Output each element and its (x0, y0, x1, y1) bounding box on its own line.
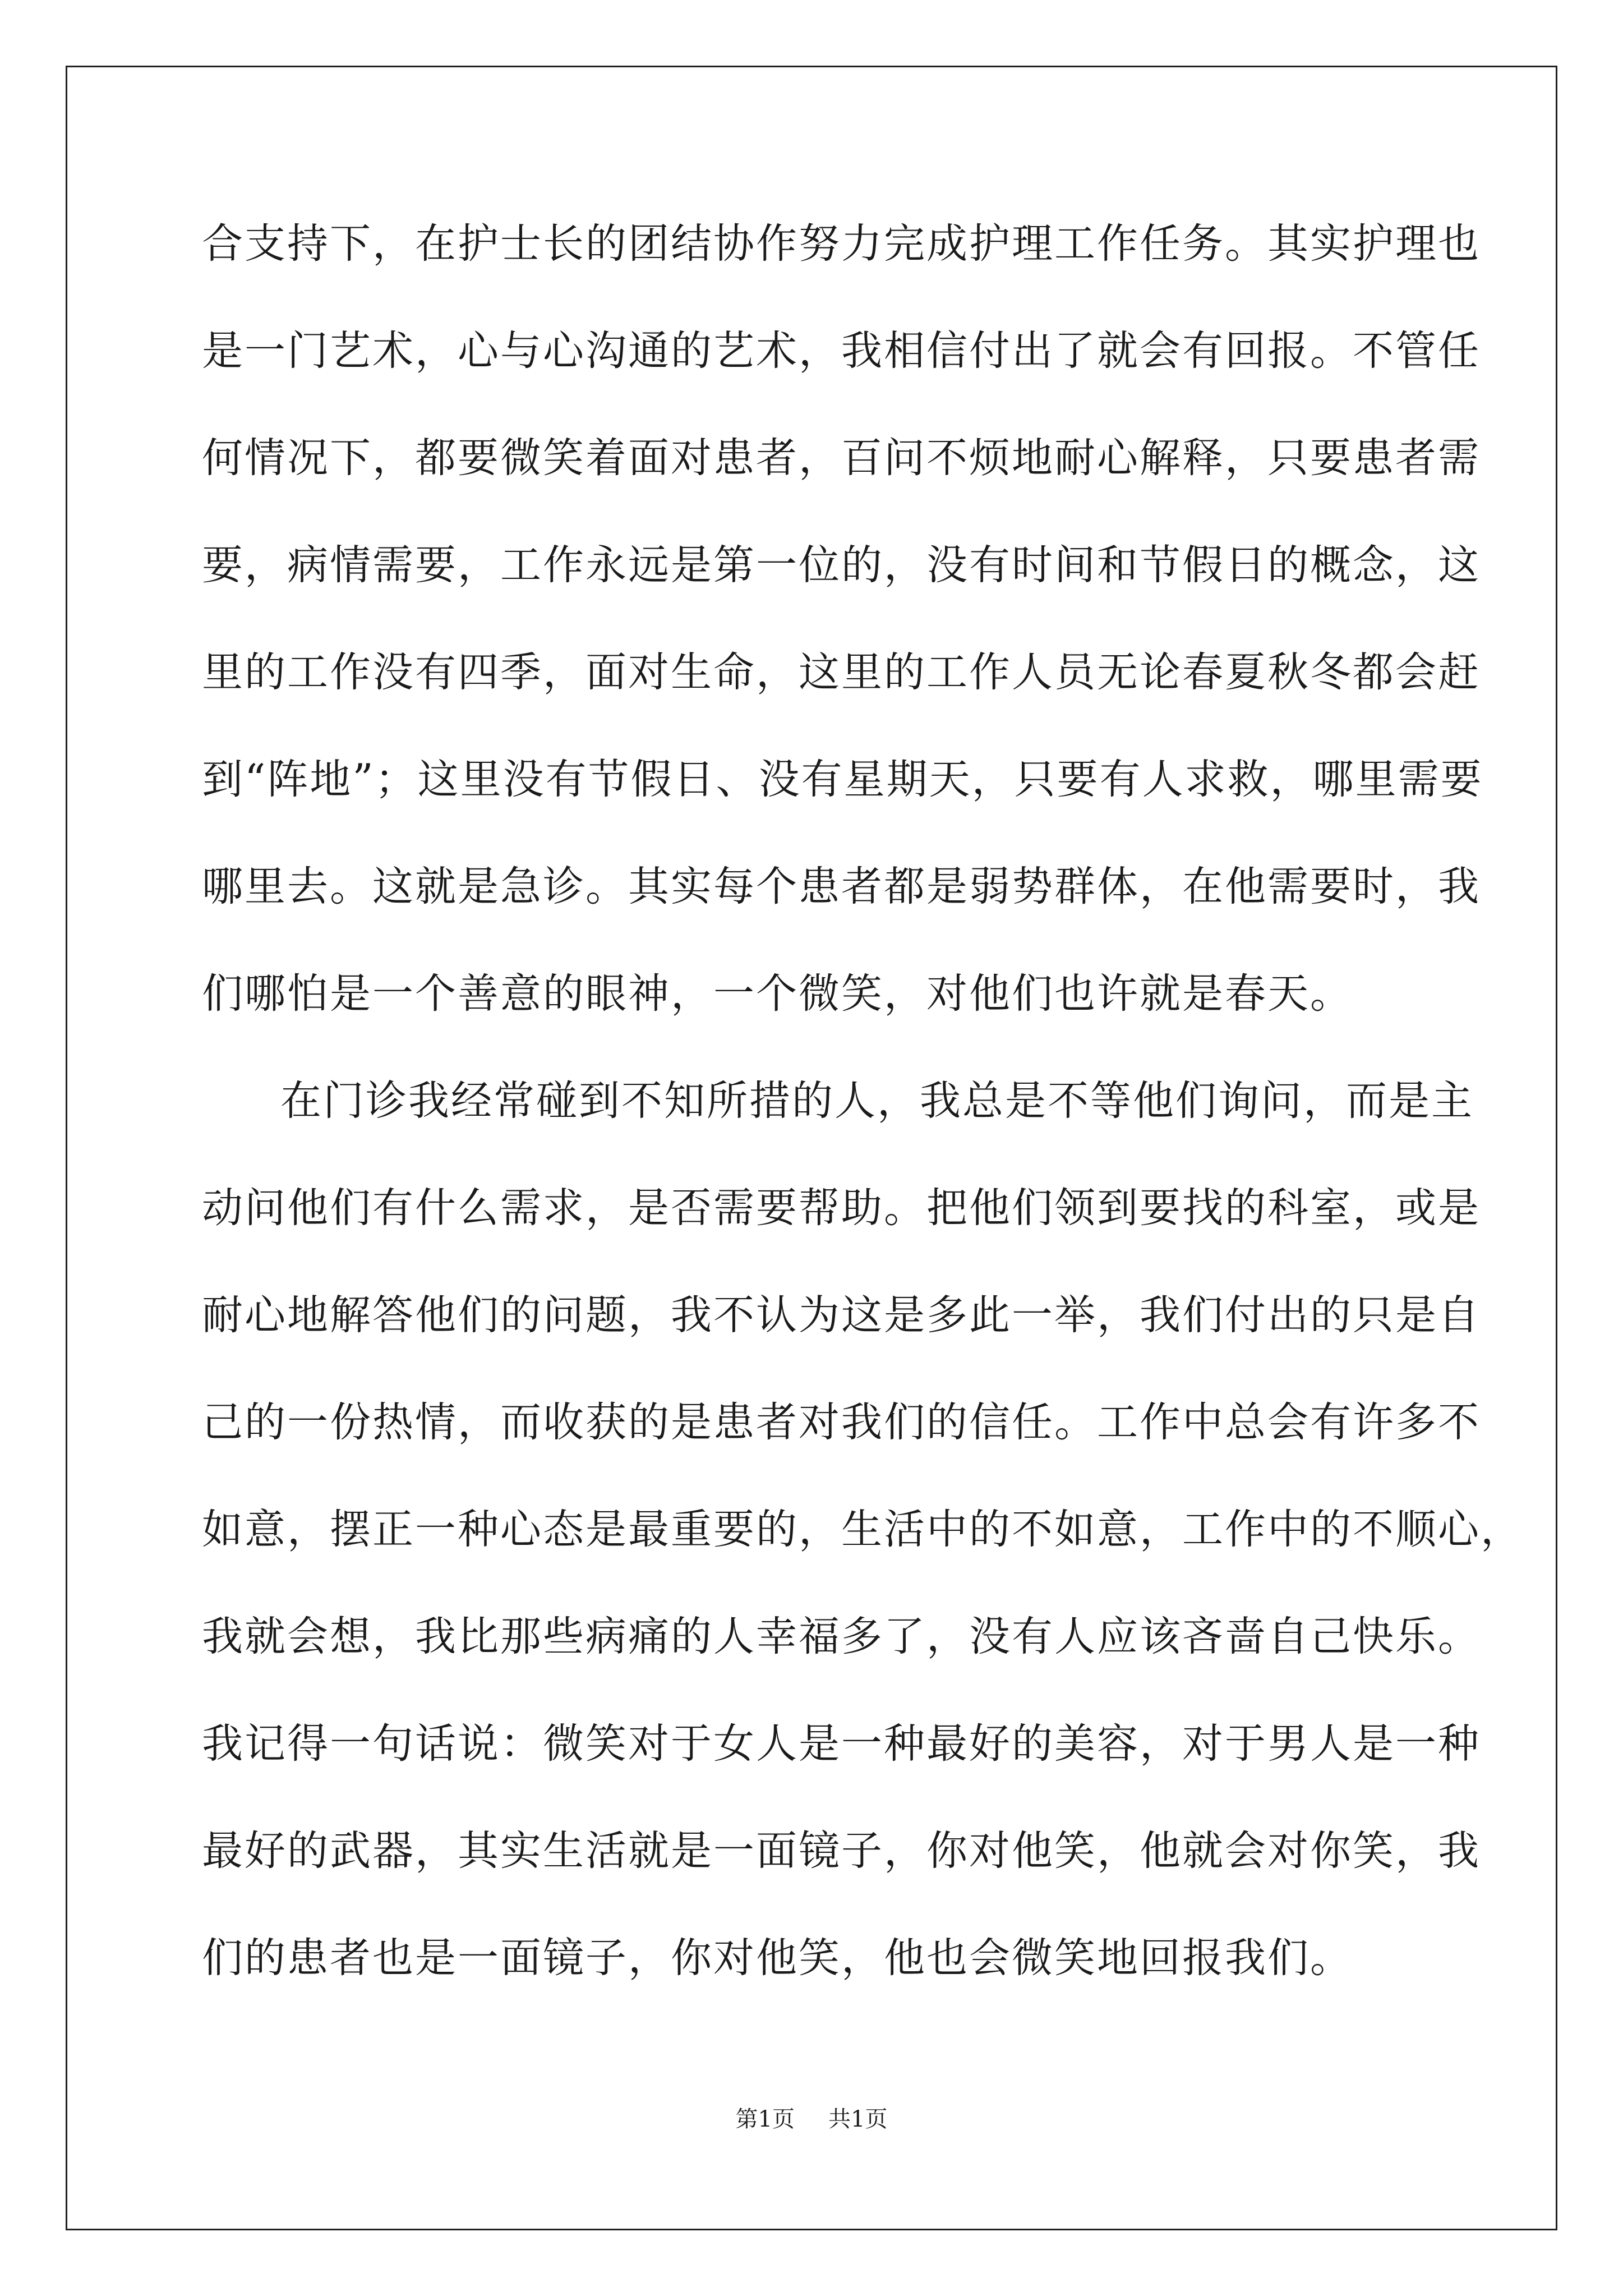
paragraph-line: 们哪怕是一个善意的眼神，一个微笑，对他们也许就是春天。 (202, 970, 1353, 1018)
page-border (66, 66, 1557, 2230)
paragraph-line: 我就会想，我比那些病痛的人幸福多了，没有人应该吝啬自己快乐。 (202, 1613, 1481, 1660)
paragraph-line: 如意，摆正一种心态是最重要的，生活中的不如意，工作中的不顺心， (202, 1506, 1523, 1553)
paragraph-line: 何情况下，都要微笑着面对患者，百问不烦地耐心解释，只要患者需 (202, 434, 1481, 482)
paragraph-line: 是一门艺术，心与心沟通的艺术，我相信付出了就会有回报。不管任 (202, 327, 1481, 375)
paragraph-line: 合支持下，在护士长的团结协作努力完成护理工作任务。其实护理也 (202, 220, 1481, 268)
paragraph-line: 我记得一句话说：微笑对于女人是一种最好的美容，对于男人是一种 (202, 1720, 1481, 1768)
page-footer (0, 2104, 1623, 2135)
paragraph-line: 耐心地解答他们的问题，我不认为这是多此一举，我们付出的只是自 (202, 1291, 1481, 1339)
paragraph-line: 在门诊我经常碰到不知所措的人，我总是不等他们询问，而是主 (280, 1077, 1474, 1125)
paragraph-line: 最好的武器，其实生活就是一面镜子，你对他笑，他就会对你笑，我 (202, 1827, 1481, 1875)
paragraph-line: 己的一份热情，而收获的是患者对我们的信任。工作中总会有许多不 (202, 1398, 1481, 1446)
paragraph-line: 们的患者也是一面镜子，你对他笑，他也会微笑地回报我们。 (202, 1934, 1353, 1982)
page-number-current: 第1页 (735, 2106, 795, 2132)
paragraph-line: 动问他们有什么需求，是否需要帮助。把他们领到要找的科室，或是 (202, 1184, 1481, 1232)
page-number-total: 共1页 (828, 2106, 888, 2132)
paragraph-line: 里的工作没有四季，面对生命，这里的工作人员无论春夏秋冬都会赶 (202, 648, 1481, 696)
paragraph-line: 哪里去。这就是急诊。其实每个患者都是弱势群体，在他需要时，我 (202, 863, 1481, 910)
paragraph-line: 到“阵地”；这里没有节假日、没有星期天，只要有人求救，哪里需要 (202, 756, 1483, 803)
paragraph-line: 要，病情需要，工作永远是第一位的，没有时间和节假日的概念，这 (202, 541, 1481, 589)
